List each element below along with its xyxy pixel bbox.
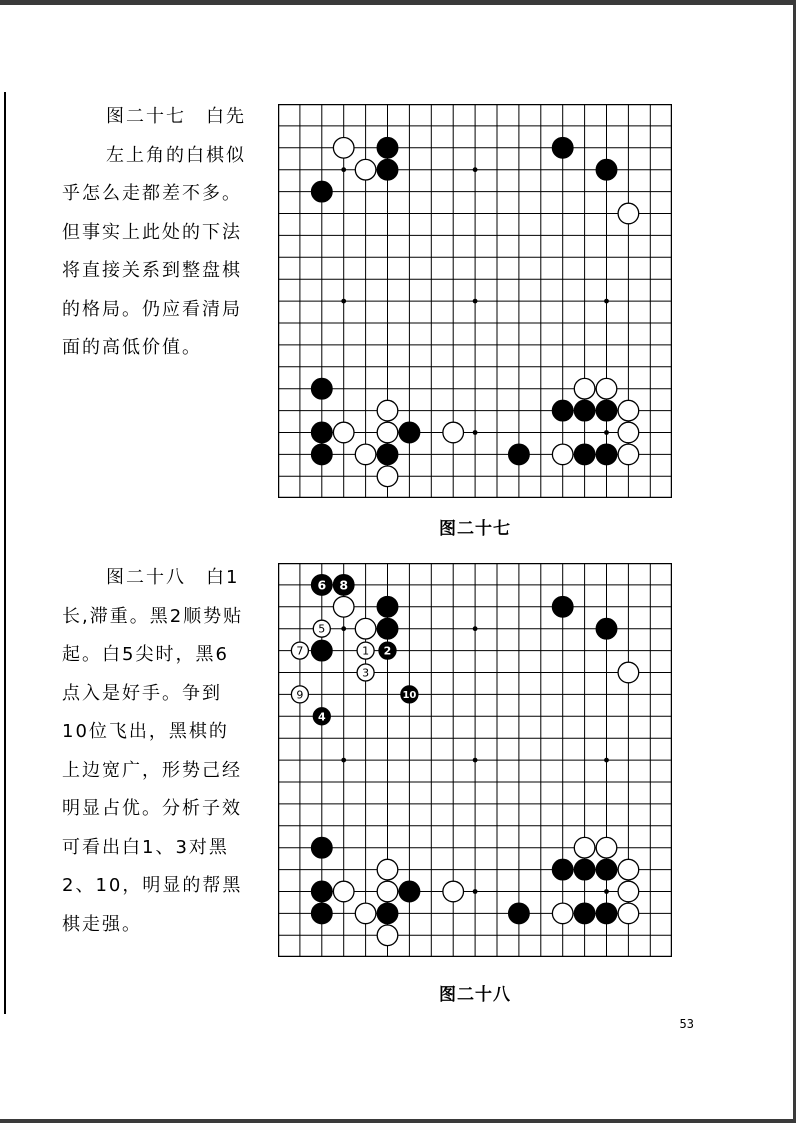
d27-stone-disc — [443, 422, 464, 443]
d27-white-stone — [333, 138, 354, 159]
d28-stone-disc — [596, 618, 617, 639]
d28-star-point — [341, 758, 346, 763]
d28-black-stone — [312, 640, 333, 661]
d28-black-stone — [377, 903, 398, 924]
d28-black-stone — [312, 837, 333, 858]
d27-stone-disc — [377, 400, 398, 421]
diagram-27-commentary — [62, 98, 248, 368]
d28-stone-disc — [399, 881, 420, 902]
d28-white-stone — [333, 597, 354, 618]
d28-black-stone — [377, 597, 398, 618]
d27-stone-disc — [377, 466, 398, 487]
d28-white-stone-9 — [291, 686, 308, 703]
d28-stone-disc — [333, 881, 354, 902]
d28-white-stone — [355, 618, 376, 639]
d28-move-number: 8 — [339, 577, 349, 593]
d27-stone-disc — [618, 444, 639, 465]
d28-black-stone — [399, 881, 420, 902]
d28-white-stone — [377, 925, 398, 946]
d27-stone-disc — [377, 444, 398, 465]
d28-white-stone-5 — [313, 620, 330, 637]
d27-white-stone — [355, 444, 376, 465]
d27-stone-disc — [312, 444, 333, 465]
d28-move-number: 6 — [317, 577, 327, 593]
diagram-27-caption: 图二十七 — [439, 519, 511, 539]
d27-star-point — [341, 299, 346, 304]
d27-black-stone — [312, 422, 333, 443]
d27-black-stone — [596, 444, 617, 465]
d28-black-stone — [509, 903, 530, 924]
d28-stone-disc — [377, 597, 398, 618]
d28-stone-disc — [552, 903, 573, 924]
diagram-28-body: 图二十八 白1长,滞重。黑2顺势贴起。白5尖时，黑6点入是好手。争到10位飞出，黑棋的上边宽广，形势己经明显占优。分析子效可看出白1、3对黑2、10，明显的帮黑棋走强。 — [62, 567, 244, 935]
d27-star-point — [473, 299, 478, 304]
d27-stone-disc — [552, 138, 573, 159]
d28-stone-disc — [596, 859, 617, 880]
d27-star-point — [473, 167, 478, 172]
d28-white-stone — [443, 881, 464, 902]
d27-stone-disc — [377, 159, 398, 180]
d27-white-stone — [618, 444, 639, 465]
d28-white-stone — [618, 859, 639, 880]
d28-star-point — [473, 758, 478, 763]
d27-stone-disc — [574, 378, 595, 399]
d27-stone-disc — [618, 203, 639, 224]
d28-stone-disc — [377, 881, 398, 902]
d28-stone-disc — [574, 837, 595, 858]
d27-black-stone — [596, 400, 617, 421]
d28-stone-disc — [618, 859, 639, 880]
d27-black-stone — [377, 138, 398, 159]
d28-stone-disc — [618, 662, 639, 683]
margin-rule — [4, 92, 6, 1014]
d28-black-stone — [377, 618, 398, 639]
d28-white-stone — [574, 837, 595, 858]
d27-black-stone — [509, 444, 530, 465]
diagram-27-body: 左上角的白棋似乎怎么走都差不多。但事实上此处的下法将直接关系到整盘棋的格局。仍应看清局面的高低价值。 — [62, 144, 246, 358]
d28-stone-disc — [574, 859, 595, 880]
d28-move-number: 1 — [362, 644, 370, 658]
d28-stone-disc — [377, 925, 398, 946]
d28-black-stone — [312, 881, 333, 902]
d27-black-stone — [596, 159, 617, 180]
d28-white-stone — [355, 903, 376, 924]
d28-black-stone-4 — [313, 708, 330, 725]
d27-black-stone — [377, 159, 398, 180]
d28-move-number: 5 — [318, 622, 326, 636]
d27-white-stone — [618, 203, 639, 224]
d27-stone-disc — [596, 400, 617, 421]
d28-black-stone-6 — [312, 575, 333, 596]
d28-stone-disc — [509, 903, 530, 924]
d27-black-stone — [312, 378, 333, 399]
d28-stone-disc — [333, 597, 354, 618]
d28-stone-disc — [312, 837, 333, 858]
d27-stone-disc — [312, 422, 333, 443]
d28-star-point — [604, 758, 609, 763]
d27-stone-disc — [552, 400, 573, 421]
d27-stone-disc — [618, 400, 639, 421]
d27-star-point — [473, 430, 478, 435]
d27-white-stone — [355, 159, 376, 180]
d28-stone-disc — [552, 859, 573, 880]
d28-move-number: 7 — [296, 644, 304, 658]
d28-star-point — [341, 626, 346, 631]
d27-star-point — [604, 430, 609, 435]
d27-star-point — [604, 299, 609, 304]
d28-black-stone — [596, 903, 617, 924]
d28-white-stone — [377, 859, 398, 880]
d28-white-stone — [377, 881, 398, 902]
diagram-28-caption: 图二十八 — [439, 985, 511, 1005]
d27-stone-disc — [312, 181, 333, 202]
d28-stone-disc — [377, 859, 398, 880]
d28-stone-disc — [618, 903, 639, 924]
d27-stone-disc — [574, 444, 595, 465]
d28-black-stone-2 — [379, 642, 396, 659]
d27-stone-disc — [377, 138, 398, 159]
d27-stone-disc — [574, 400, 595, 421]
d28-white-stone — [618, 662, 639, 683]
d28-move-number: 9 — [296, 688, 304, 702]
d27-white-stone — [618, 422, 639, 443]
d27-stone-disc — [399, 422, 420, 443]
d28-white-stone — [596, 837, 617, 858]
d27-star-point — [341, 167, 346, 172]
d28-stone-disc — [596, 903, 617, 924]
d27-white-stone — [552, 444, 573, 465]
d27-stone-disc — [333, 138, 354, 159]
d28-black-stone — [552, 597, 573, 618]
d27-black-stone — [312, 181, 333, 202]
d28-white-stone-7 — [291, 642, 308, 659]
d27-stone-disc — [596, 378, 617, 399]
d27-white-stone — [377, 422, 398, 443]
d28-move-number: 4 — [317, 710, 326, 724]
d28-stone-disc — [312, 903, 333, 924]
d28-move-number: 3 — [362, 666, 370, 680]
d27-black-stone — [399, 422, 420, 443]
d28-black-stone — [312, 903, 333, 924]
d28-stone-disc — [574, 903, 595, 924]
d28-star-point — [473, 626, 478, 631]
d27-black-stone — [574, 444, 595, 465]
d28-black-stone — [574, 903, 595, 924]
d27-stone-disc — [596, 444, 617, 465]
d27-stone-disc — [355, 159, 376, 180]
d27-white-stone — [618, 400, 639, 421]
d28-black-stone — [596, 618, 617, 639]
d27-white-stone — [443, 422, 464, 443]
go-board-diagram-28 — [278, 563, 672, 957]
d28-white-stone — [552, 903, 573, 924]
d28-white-stone — [333, 881, 354, 902]
d27-stone-disc — [552, 444, 573, 465]
d28-black-stone — [552, 859, 573, 880]
d27-black-stone — [552, 138, 573, 159]
diagram-27-heading: 图二十七 白先 — [106, 106, 246, 127]
d28-white-stone — [618, 903, 639, 924]
d28-stone-disc — [312, 640, 333, 661]
d27-white-stone — [596, 378, 617, 399]
d28-stone-disc — [377, 618, 398, 639]
d27-white-stone — [574, 378, 595, 399]
d28-stone-disc — [618, 881, 639, 902]
d27-black-stone — [312, 444, 333, 465]
d28-stone-disc — [443, 881, 464, 902]
d27-stone-disc — [312, 378, 333, 399]
d27-black-stone — [574, 400, 595, 421]
d28-black-stone — [574, 859, 595, 880]
d28-white-stone-3 — [357, 664, 374, 681]
page-number: 53 — [679, 1017, 694, 1031]
d27-stone-disc — [333, 422, 354, 443]
d27-stone-disc — [509, 444, 530, 465]
d28-stone-disc — [355, 618, 376, 639]
d27-stone-disc — [618, 422, 639, 443]
d27-white-stone — [377, 400, 398, 421]
d28-black-stone — [596, 859, 617, 880]
d27-stone-disc — [596, 159, 617, 180]
d28-black-stone-10 — [401, 686, 418, 703]
d28-stone-disc — [552, 597, 573, 618]
diagram-28-commentary — [62, 559, 248, 944]
d28-stone-disc — [312, 881, 333, 902]
d28-move-number: 10 — [402, 690, 417, 701]
d27-white-stone — [377, 466, 398, 487]
d27-black-stone — [377, 444, 398, 465]
d28-white-stone — [618, 881, 639, 902]
d27-stone-disc — [377, 422, 398, 443]
d28-move-number: 2 — [383, 644, 392, 658]
d28-star-point — [604, 889, 609, 894]
d27-black-stone — [552, 400, 573, 421]
d28-stone-disc — [377, 903, 398, 924]
d28-black-stone-8 — [333, 575, 354, 596]
d28-stone-disc — [596, 837, 617, 858]
go-board-diagram-27 — [278, 104, 672, 498]
d28-white-stone-1 — [357, 642, 374, 659]
d28-stone-disc — [355, 903, 376, 924]
d27-stone-disc — [355, 444, 376, 465]
d28-star-point — [473, 889, 478, 894]
d27-white-stone — [333, 422, 354, 443]
